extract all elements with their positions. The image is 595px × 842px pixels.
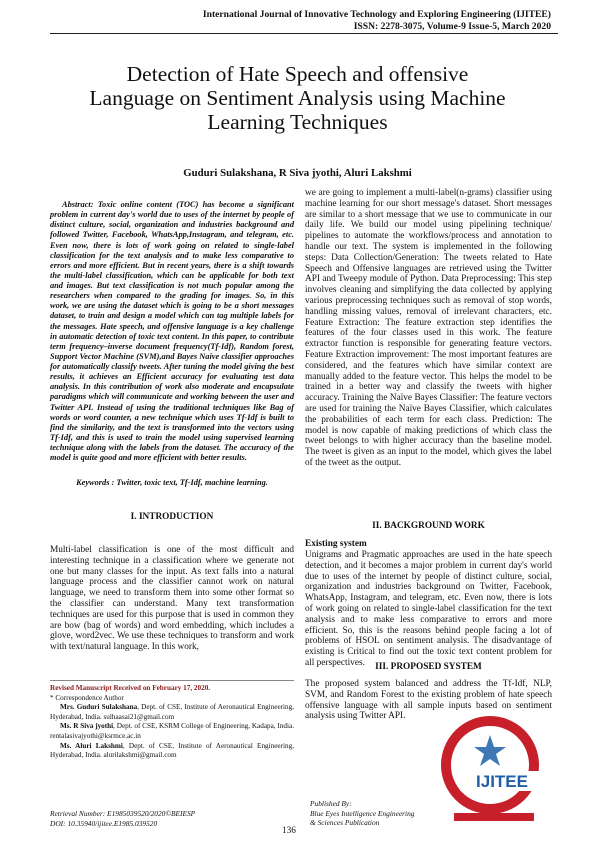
footnote-rule (50, 680, 294, 681)
title-line: Language on Sentiment Analysis using Machine (89, 86, 506, 110)
existing-system-text: Unigrams and Pragmatic approaches are used in the hate speech detection, and it becomes a major problem in current day's world due to uses of the internet by people of distinct culture, social, organization and industries background on Twitter, Facebook, WhatsApp, Instagram, and telegram, etc. Even now, there is lots of work going on related to single-label classification for the text analysis and to make less comparative to errors and more efficient. So, this is the reasons behind people facing a lot of problems of HSOL on sentiment analysis. The disadvantage of existing is Critical to find out the toxic text content problem for all perspectives. (305, 550, 552, 668)
correspondence-note: * Correspondence Author (50, 693, 124, 702)
section-heading-introduction: I. INTRODUCTION (130, 512, 214, 522)
affiliation-text: , Dept. of CSE, Institute of Aeronautical Engineering, Hyderabad, India. alurilakshmi@gmail.com (50, 741, 294, 760)
author-affiliation (50, 722, 294, 741)
title-line: Learning Techniques (207, 110, 388, 134)
retrieval-number: Retrieval Number: E1985039520/2020©BEIESP (50, 809, 196, 818)
author-affiliation (50, 742, 294, 761)
proposed-system-text: The proposed system balanced and address the Tf-Idf, NLP, SVM, and Random Forest to the existing problem of hate speech offensive language with all sample inputs based on sentiment analysis using Twitter API. (305, 679, 552, 722)
journal-header: International Journal of Innovative Technology and Exploring Engineering (IJITEE) (202, 9, 551, 20)
author-name: Mrs. Guduri Sulakshana (60, 703, 138, 712)
publisher-name: & Sciences Publication (310, 818, 380, 828)
abstract (50, 200, 294, 463)
keywords: Keywords : Twitter, toxic text, Tf-Idf, machine learning. (76, 478, 268, 487)
affiliation-text: , Dept. of CSE, KSRM College of Engineering, Kadapa, India. rentalasivajyothi@ksrmce.ac.in (50, 722, 294, 740)
section-heading-proposed: III. PROPOSED SYSTEM (375, 662, 482, 672)
published-by: Published By: (310, 799, 352, 808)
ijitee-logo (430, 713, 550, 833)
doi: DOI: 10.35940/ijitee.E1985.039520 (50, 818, 158, 828)
revised-date: Revised Manuscript Received on February 17, 2020. (50, 684, 211, 692)
retrieval-info (50, 809, 195, 828)
subheading-existing-system: Existing system (305, 539, 367, 549)
section-heading-background: II. BACKGROUND WORK (372, 521, 485, 531)
publisher-info (310, 799, 414, 828)
title-line: Detection of Hate Speech and offensive (126, 62, 469, 86)
page-number: 136 (282, 826, 296, 836)
author-name: Ms. Aluri Lakshmi (60, 741, 123, 750)
method-paragraph: we are going to implement a multi-label(n-grams) classifier using machine learning for our short message's dataset. Short messages are similar to a short message that we use to communicate in our daily life. We build our model using pipelining technique/ pipelines to automate the workflows/process and annotation to handle our text. The system is implemented in the following steps: Data Collection/Generation: The tweets related to Hate Speech and Offensive languages are retrieved using the Twitter API and Tweepy module of Python. Data Preprocessing: This step involves cleaning and simplifying the data collected by applying various preprocessing techniques such as removal of stop words, handling missing values, removal of irrelevant characters, etc. Feature Extraction: The feature extraction step identifies the features of the four classes used in this work. The feature extractor function is responsible for generating feature vectors. Feature Extraction improvement: The most important features are considered, and the features which have similar context are manually added to the feature vector. This helps the model to be trained in a better way and classify the tweets with higher accuracy. Training the Naïve Bayes Classifier: The feature vectors are used for training the Naïve Bayes Classifier, which calculates the probabilities of each term for each class. Prediction: The model is now capable of making predictions of which class the tweet belongs to with higher accuracy than the baseline model. The tweet is given as an input to the model, which gives the label of the tweet as the output. (305, 188, 552, 468)
paper-title (40, 62, 555, 134)
author-name: Ms. R Siva jyothi (60, 722, 114, 731)
logo-text: IJITEE (476, 772, 528, 791)
logo-underbar (454, 813, 534, 821)
affiliation-text: , Dept. of CSE, Institute of Aeronautical Engineering, Hyderabad, India. sulhaasai21@gmail.com (50, 703, 295, 721)
footnotes (50, 684, 294, 761)
publisher-name: Blue Eyes Intelligence Engineering (310, 808, 415, 818)
issn-header: ISSN: 2278-3075, Volume-9 Issue-5, March 2020 (353, 21, 551, 32)
abstract-label: Abstract: (62, 200, 94, 209)
author-affiliation (50, 703, 294, 722)
header-rule (50, 33, 558, 34)
abstract-text: Toxic online content (TOC) has become a significant problem in current day's world due to uses of the internet by people of distinct culture, social, organization and industries background and followed Twitter, Facebook, WhatsApp,Instagram, and telegram, etc. Even now, there is lots of work going on related to single-label classification for the text analysis and to make less comparative to errors and more efficient. But in recent years, there is a shift towards the multi-label classification, which can be applicable for both text and images. But text classification is not much popular among the researchers when compared to the grading for images. So, in this work, we are using the dataset which is going to be a short messages dataset, to train and design a model which can tag multiple labels for the messages. Hate speech, and offensive language is a key challenge in automatic detection of toxic text content. In this paper, to contribute term frequency–inverse document frequency(Tf-Idf), Random forest, Support Vector Machine (SVM),and Bayes Naive classifier approaches for automatically classify tweets. After tuning the model giving the best results, it achieves an Efficient accuracy for evaluating test data analysis. In this contribution of work also moderate and encapsulate paradigms which will communicate and working between the user and Twitter API. Instead of using the traditional techniques like Bag of words or word counter, a new technique which uses Tf-Idf is built to find the similarity, and the text is transformed into the vectors using Tf-Idf, and this is used to train the model using supervised learning technique along with the labels from the dataset. The accuracy of the model is quite good and more efficient with better results. (50, 200, 294, 463)
introduction-text: Multi-label classification is one of the most difficult and interesting technique in a classification where we generate not one but many classes for the input. As text falls into a natural language process and the classifier cannot work on natural language, we need to transform them into some other format so the classifier can understand. Many text transformation techniques are used for this purpose that is used in common they are bow (bag of words) and word embedding, which includes a glove, word2vec. We use these techniques to transform and work with text/natural language. In this work, (50, 545, 294, 653)
author-list: Guduri Sulakshana, R Siva jyothi, Aluri Lakshmi (183, 167, 412, 179)
